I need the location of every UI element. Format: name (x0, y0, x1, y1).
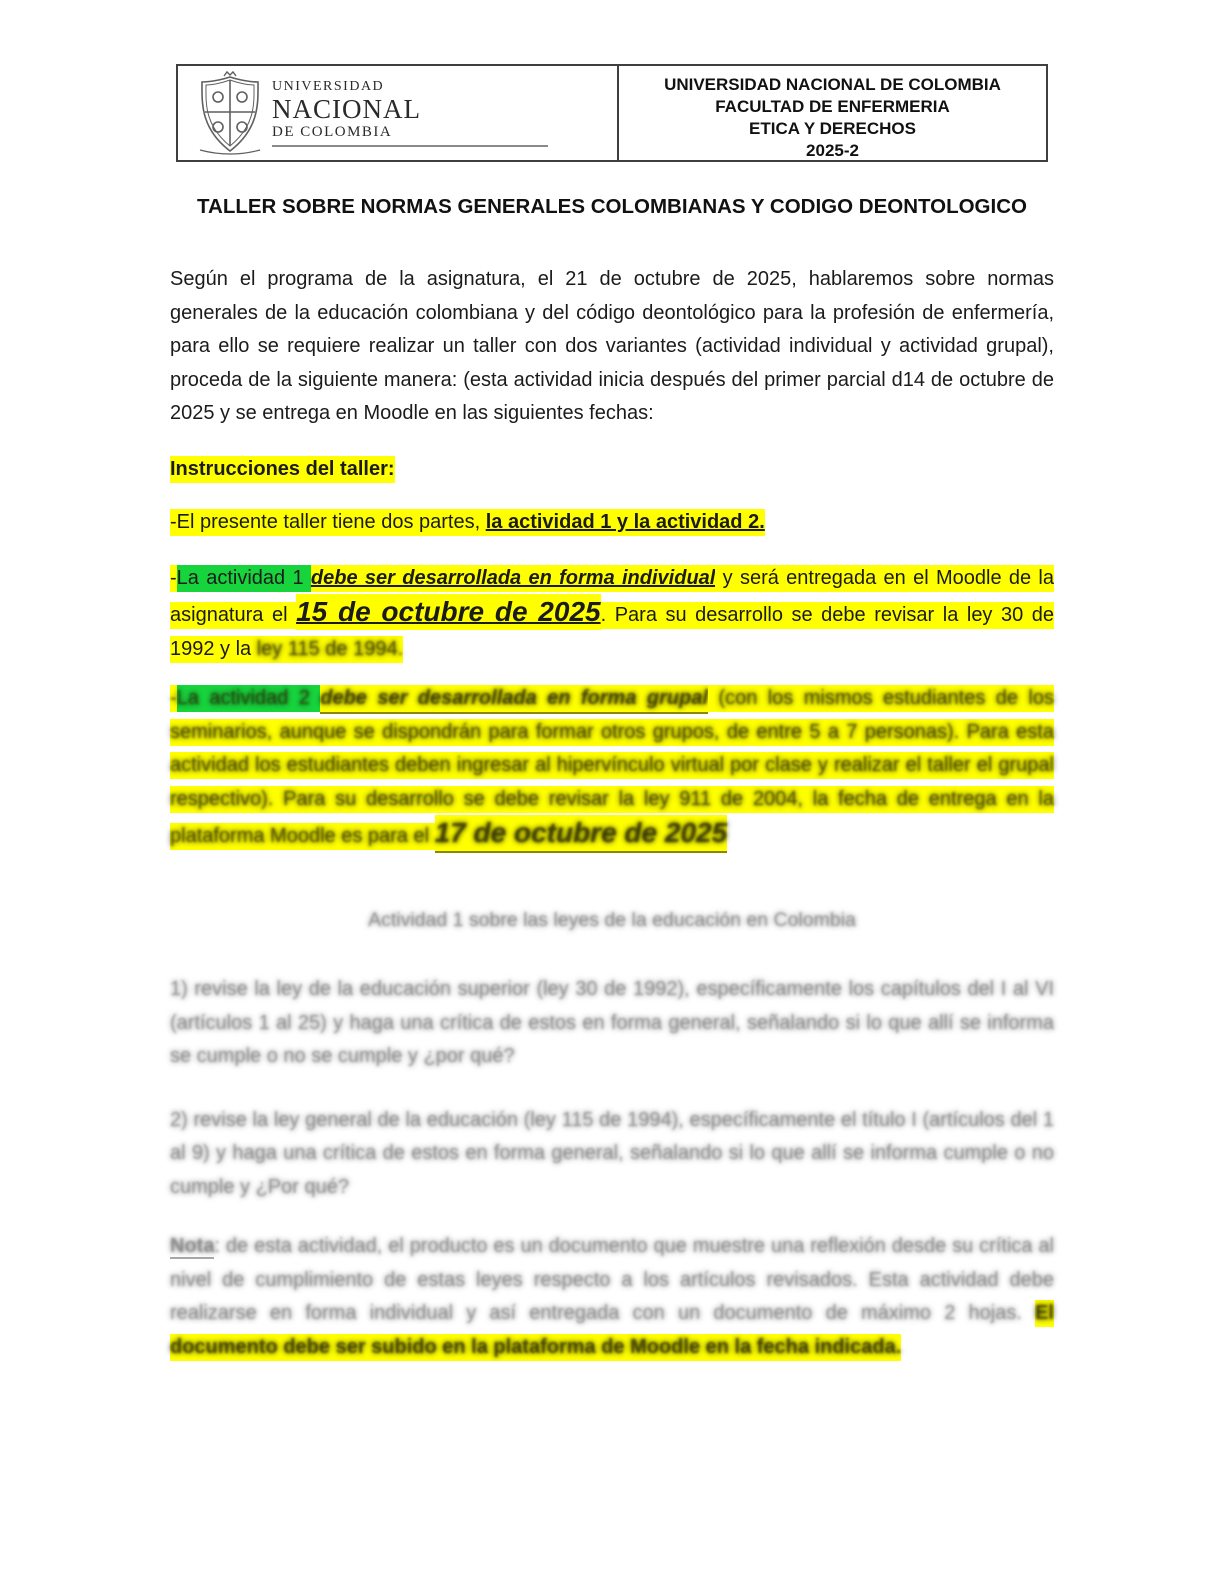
task-item-1-blurred: 1) revise la ley de la educación superior (ley 30 de 1992), específicamente los capítulos del I al VI (artículos 1 al 25) y haga una crítica de estos en forma general, señalando si lo que allí se informa se cumple o no se cumple y ¿por qué? (170, 978, 1054, 1067)
activity1-due-date: 15 de octubre de 2025 (296, 594, 601, 630)
activity2-green-highlight: La actividad 2 (177, 685, 321, 712)
university-logo (194, 70, 548, 156)
task-item-2-blurred: 2) revise la ley general de la educación (ley 115 de 1994), específicamente el título I (artículos del 1 al 9) y haga una crítica de estos en forma general, señalando si lo que allí se informa cumple o no cumple y ¿Por qué? (170, 1108, 1054, 1198)
header-logo-cell (178, 66, 619, 160)
activity2-emphasis: debe ser desarrollada en forma grupal (320, 685, 708, 714)
activity2-dash: - (170, 685, 177, 712)
logo-line-nacional: NACIONAL (272, 94, 421, 125)
activity2-body-text: (con los mismos estudiantes de los seminarios, aunque se dispondrán para formar otros grupos, de entre 5 a 7 personas). Para esta actividad los estudiantes deben ingresar al hipervínculo virtual por clase y realizar el taller el grupal respectivo). Para su desarrollo se debe revisar la ley 911 de 2004, la fecha de entrega en la plataforma Moodle es para el (170, 685, 1054, 850)
activity1-emphasis: debe ser desarrollada en forma individual (311, 565, 715, 592)
document-title: TALLER SOBRE NORMAS GENERALES COLOMBIANAS Y CODIGO DEONTOLOGICO (197, 195, 1027, 218)
note-highlighted-sentence: El documento debe ser subido en la plataforma de Moodle en la fecha indicada. (170, 1300, 1054, 1361)
logo-wordmark (272, 79, 548, 146)
document-content (170, 0, 1054, 1364)
instructions-heading (170, 453, 1054, 487)
activity1-green-highlight: La actividad 1 (177, 565, 311, 592)
note-body-text: : de esta actividad, el producto es un documento que muestre una reflexión desde su crítica al nivel de cumplimiento de estas leyes respecto a los artículos revisados. Esta actividad debe realizarse en forma individual y así entregada con un documento de máximo 2 hojas. (170, 1235, 1054, 1324)
unal-crest-icon (194, 70, 266, 156)
header-info-cell (619, 66, 1046, 160)
note-paragraph-blurred (170, 1230, 1054, 1364)
activity1-paragraph (170, 562, 1054, 667)
activity1-after-date: . Para su desarrollo se debe revisar la ley 30 de 1992 y la (170, 602, 1054, 663)
note-label: Nota (170, 1235, 215, 1257)
two-parts-line (170, 506, 1054, 540)
activity1-dash: - (170, 565, 177, 592)
logo-underline-rule (272, 145, 548, 147)
intro-paragraph: Según el programa de la asignatura, el 21 de octubre de 2025, hablaremos sobre normas generales de la educación colombiana y del código deontológico para la profesión de enfermería, para ello se requiere realizar un taller con dos variantes (actividad individual y actividad grupal), proceda de la siguiente manera: (esta actividad inicia después del primer parcial d14 de octubre de 2025 y se entrega en Moodle en las siguientes fechas: (170, 268, 1054, 424)
section-heading-blurred: Actividad 1 sobre las leyes de la educación en Colombia (368, 908, 856, 931)
activity2-blurred-paragraph (170, 682, 1054, 854)
activity2-due-date: 17 de octubre de 2025 (435, 815, 728, 853)
header-term: 2025-2 (806, 141, 859, 160)
header-faculty: FACULTAD DE ENFERMERIA (715, 97, 950, 116)
header-course: ETICA Y DERECHOS (749, 119, 916, 138)
two-parts-prefix: -El presente taller tiene dos partes, (170, 509, 486, 536)
instructions-heading-text: Instrucciones del taller: (170, 456, 395, 483)
activity1-blurred-law-reference: ley 115 de 1994. (257, 636, 403, 663)
activity1-mid-text: y será entregada en el Moodle de la asignatura el (170, 565, 1054, 630)
logo-line-universidad: UNIVERSIDAD (272, 79, 385, 95)
two-parts-emphasis: la actividad 1 y la actividad 2. (486, 509, 765, 536)
header-university-name: UNIVERSIDAD NACIONAL DE COLOMBIA (664, 75, 1001, 94)
header-table (176, 64, 1048, 162)
logo-line-de-colombia: DE COLOMBIA (272, 123, 393, 140)
